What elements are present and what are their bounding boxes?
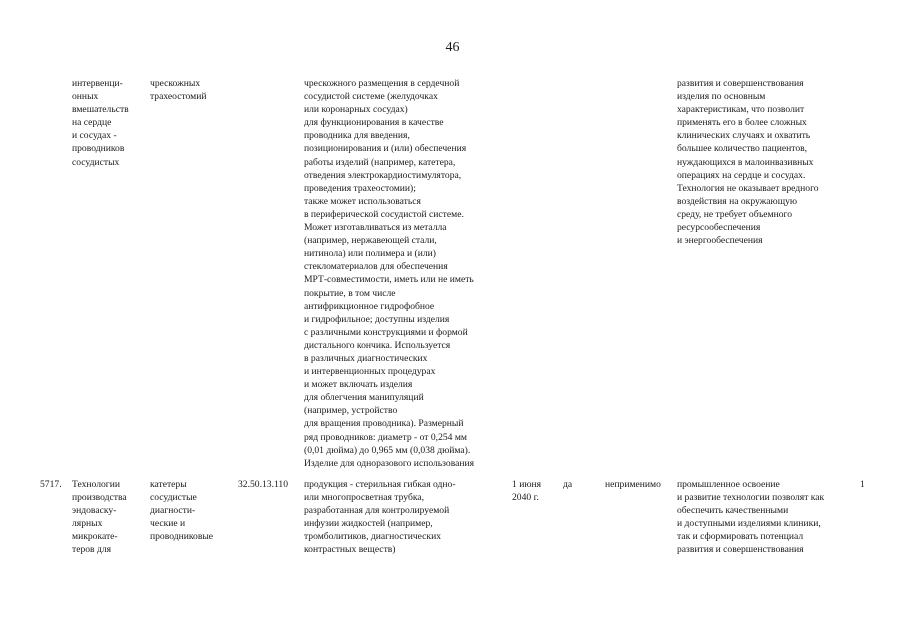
row2-applicability: неприменимо <box>605 479 661 490</box>
row2-last-column: 1 <box>860 479 865 490</box>
row2-description-text: продукция - стерильная гибкая одно- или многопросветная трубка, разработанная для контролируемой инфузии жидкостей (например, тромболитиков, диагностических контрастных веществ) <box>304 479 456 556</box>
row1-explanation-text: развития и совершенствования изделия по основным характеристикам, что позволит применять его в более сложных клинических случаях и охватить большее количество пациентов, нуждающихся в малоинвазивных операциях на сердце и сосудах. Технология не оказывает вредного воздействия на окружающую среду, не требует объемного ресурсообеспечения и энергообеспечения <box>677 78 819 247</box>
row2-date: 1 июня 2040 г. <box>512 479 542 504</box>
row1-product-text: чрескожных трахеостомий <box>150 78 207 103</box>
row2-flag: да <box>563 479 573 490</box>
row2-product-text: катетеры сосудистые диагности- ческие и проводниковые <box>150 479 214 543</box>
row2-technology-text: Технологии производства эндоваску- лярных микрокате- теров для <box>72 479 127 556</box>
row2-okpd-code: 32.50.13.110 <box>238 479 289 490</box>
row1-description-text: чрескожного размещения в сердечной сосудистой системе (желудочках или коронарных сосудах) для функционирования в качестве проводника для введения, позиционирования и (или) обеспечения работы изделий (например, катетера, отведения электрокардиостимулятора, проведения трахеостомии); также может использоваться в периферической сосудистой системе. Может изготавливаться из металла (например, нержавеющей стали, нитинола) или полимера и (или) стекломатериалов для обеспечения МРТ-совместимости, иметь или не иметь покрытие, в том числе антифрикционное гидрофобное и гидрофильное; доступны изделия с различными конструкциями и формой дистального кончика. Используется в различных диагностических и интервенционных процедурах и может включать изделия для облегчения манипуляций (например, устройство для вращения проводника). Размерный ряд проводников: диаметр - от 0,254 мм (0,01 дюйма) до 0,965 мм (0,038 дюйма). Изделие для одноразового использования <box>304 78 475 469</box>
page-number: 46 <box>445 40 460 55</box>
row2-entry-number: 5717. <box>40 479 62 490</box>
row2-explanation-text: промышленное освоение и развитие технологии позволят как обеспечить качественными и доступными изделиями клиники, так и сформировать потенциал развития и совершенствования <box>677 479 825 556</box>
row1-technology-text: интервенци- онных вмешательств на сердце и сосудах - проводников сосудистых <box>72 78 129 168</box>
